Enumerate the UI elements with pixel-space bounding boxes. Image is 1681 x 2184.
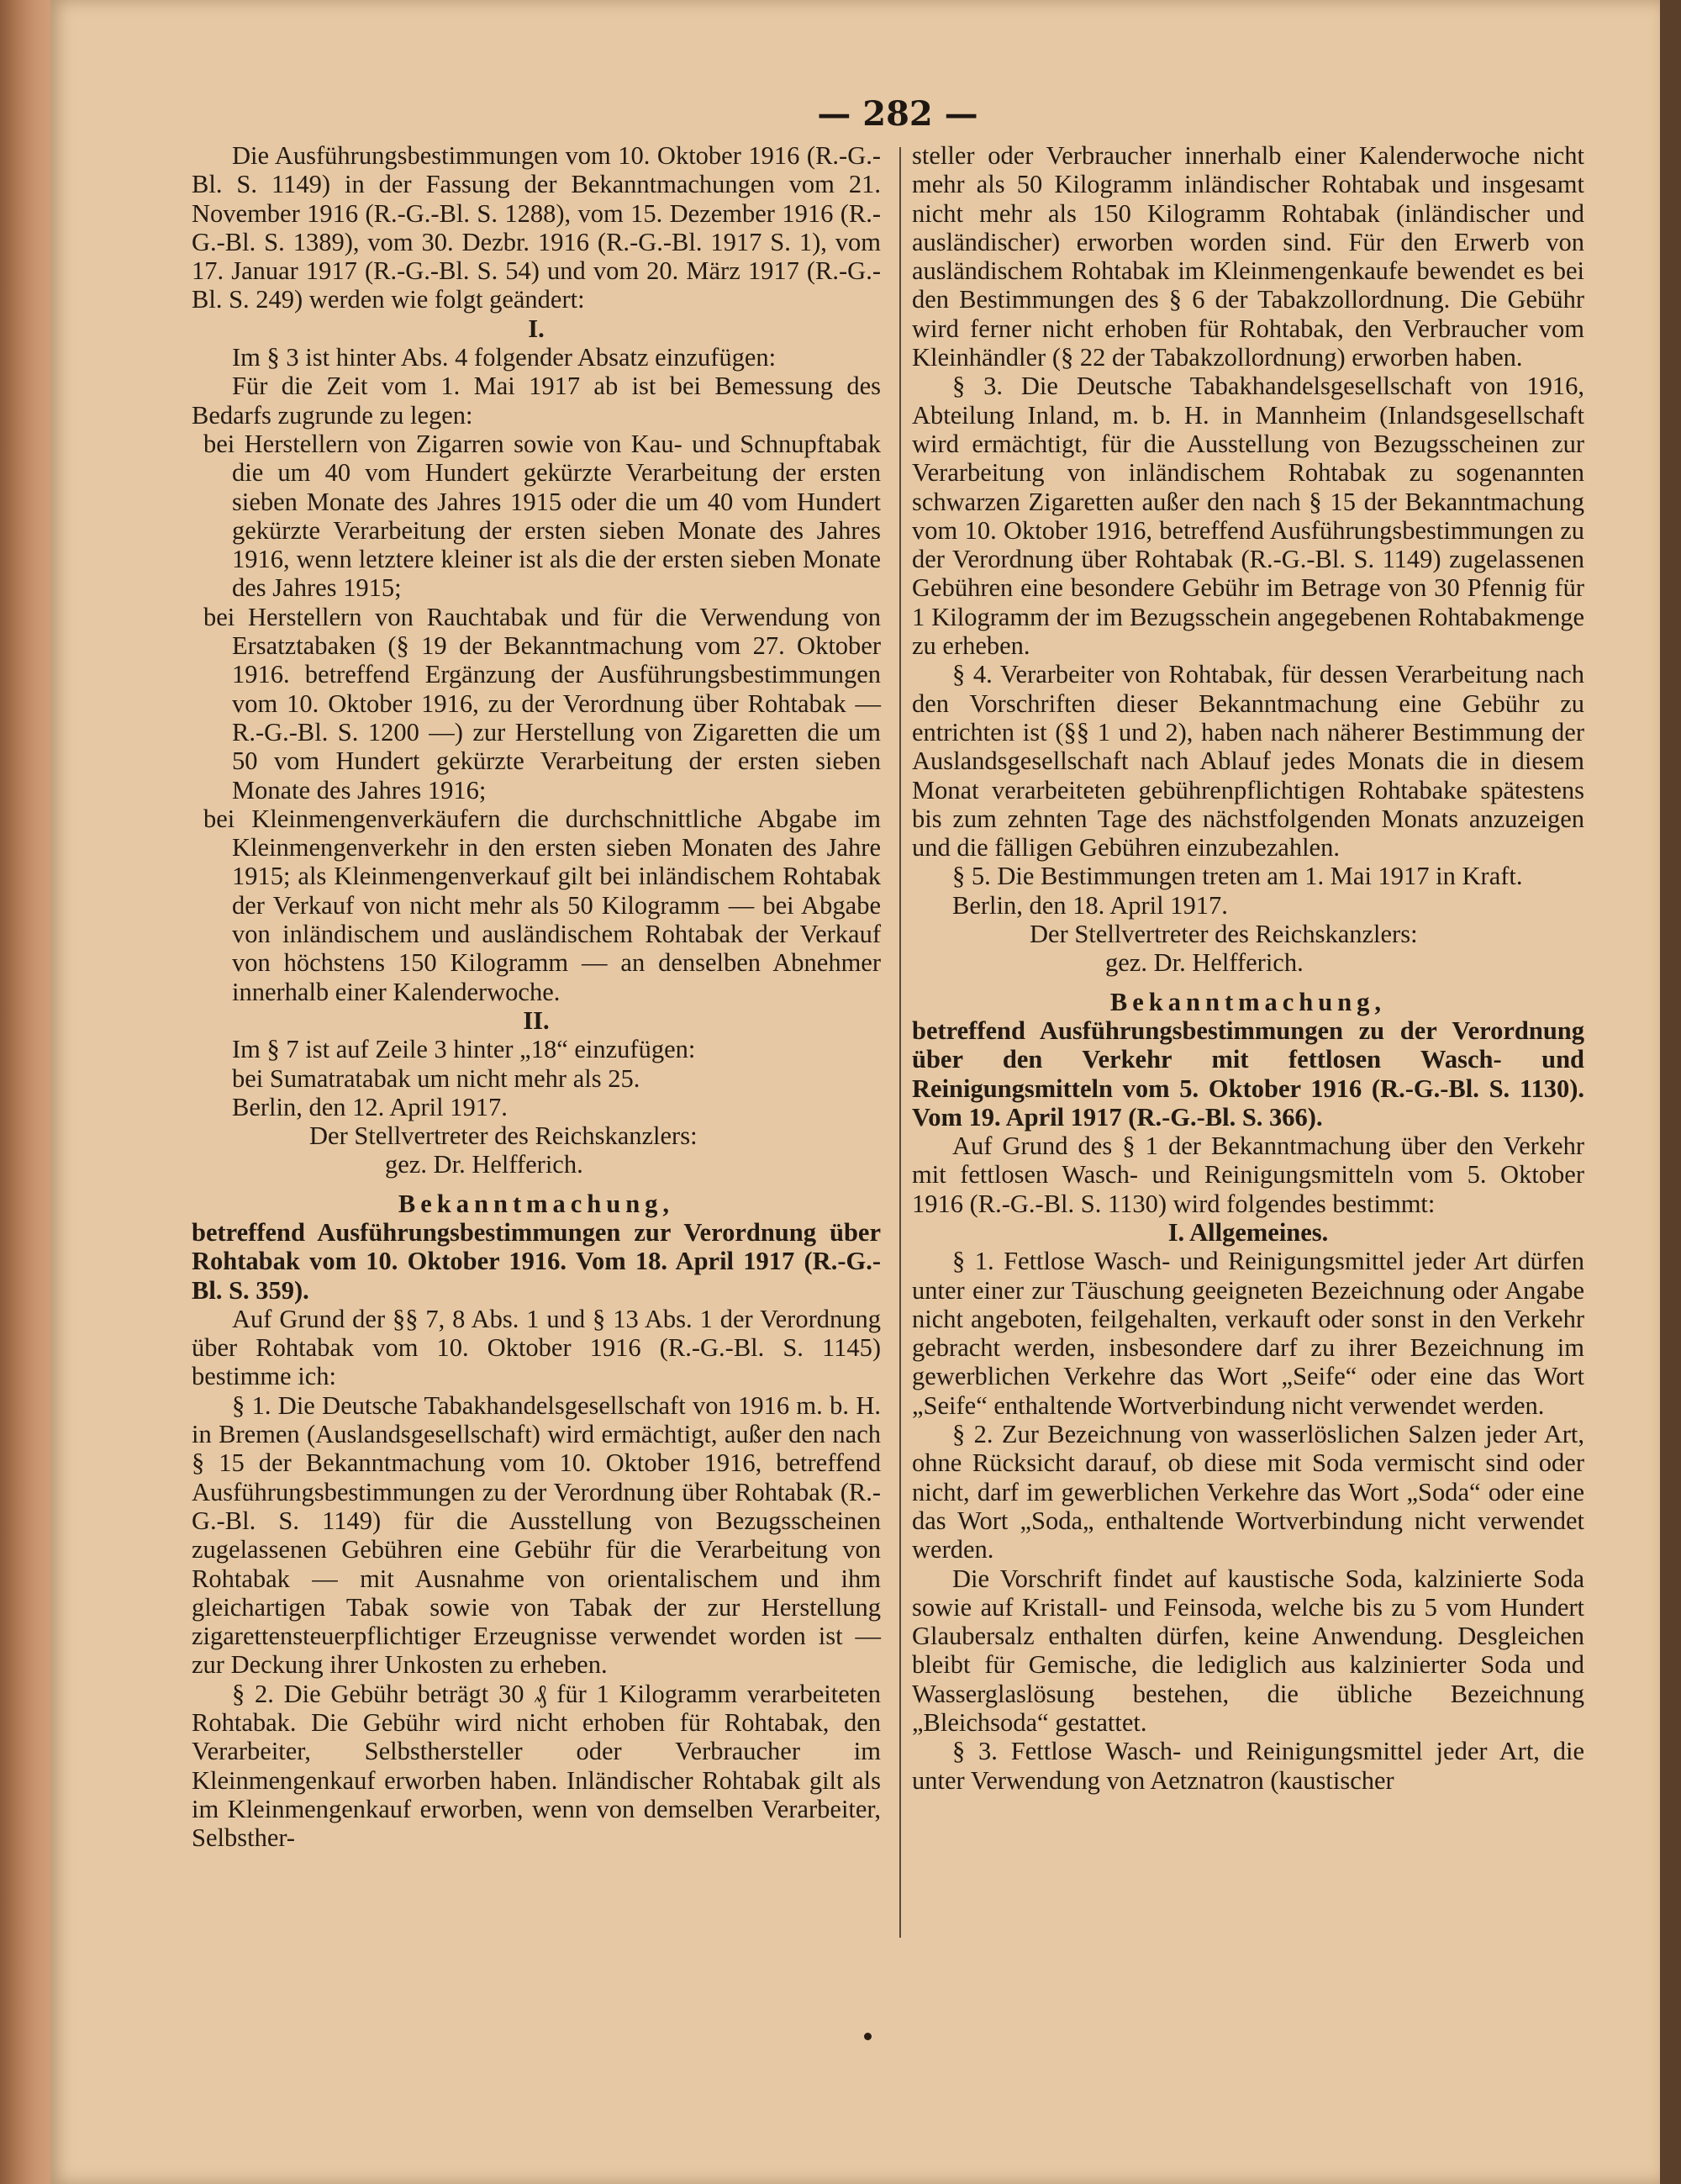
right-p8: Auf Grund des § 1 der Bekanntmachung über den Verkehr mit fettlosen Wasch- und Reinigungsmitteln vom 5. Oktober 1916 (R.-G.-Bl. S. 1130) wird folgendes bestimmt: bbox=[912, 1132, 1584, 1218]
right-heading: Bekanntmachung, bbox=[1109, 987, 1387, 1016]
section-roman-1: I. bbox=[528, 314, 545, 343]
left-signature-name: gez. Dr. Helfferich. bbox=[385, 1150, 583, 1179]
left-p3: Für die Zeit vom 1. Mai 1917 ab ist bei Bemessung des Bedarfs zugrunde zu legen: bbox=[192, 372, 881, 430]
left-p14: § 2. Die Gebühr beträgt 30 ₰ für 1 Kilogramm verarbeiteten Rohtabak. Die Gebühr wird nicht erhoben für Rohtabak, den Verarbeiter, Selbsthersteller oder Verbraucher im Kleinmengenkauf erworben haben. Inländischer Rohtabak gilt als im Kleinmengenkauf erworben, wenn von demselben Verarbeiter, Selbsther- bbox=[192, 1679, 881, 1853]
right-date: Berlin, den 18. April 1917. bbox=[952, 890, 1228, 920]
left-p4: bei Herstellern von Zigarren sowie von Kau- und Schnupftabak die um 40 vom Hundert gekürzte Verarbeitung der ersten sieben Monate des Jahres 1915 oder die um 40 vom Hundert gekürzte Verarbeitung der ersten sieben Monate des Jahres 1916, wenn letztere kleiner ist als die der ersten sieben Monate des Jahres 1915; bbox=[203, 429, 881, 603]
footer-dot bbox=[864, 2033, 872, 2040]
left-p8: bei Sumatratabak um nicht mehr als 25. bbox=[232, 1063, 640, 1093]
left-p7: Im § 7 ist auf Zeile 3 hinter „18“ einzufügen: bbox=[232, 1035, 696, 1064]
right-p10: § 2. Zur Bezeichnung von wasserlöslichen Salzen jeder Art, ohne Rücksicht darauf, ob diese mit Soda vermischt sind oder nicht, darf im gewerblichen Verkehre das Wort „Soda“ oder eine das Wort „Soda„ enthaltende Wortverbindung nicht verwendet werden. bbox=[912, 1420, 1584, 1564]
left-p12: Auf Grund der §§ 7, 8 Abs. 1 und § 13 Abs. 1 der Verordnung über Rohtabak vom 10. Oktober 1916 (R.-G.-Bl. S. 1145) bestimme ich: bbox=[192, 1304, 881, 1391]
left-heading: Bekanntmachung, bbox=[398, 1189, 675, 1218]
left-p2: Im § 3 ist hinter Abs. 4 folgender Absatz einzufügen: bbox=[232, 343, 777, 372]
right-p1: steller oder Verbraucher innerhalb einer Kalenderwoche nicht mehr als 50 Kilogramm inländischer Rohtabak und insgesamt nicht mehr als 150 Kilogramm Rohtabak (inländischer und ausländischer) erworben worden sind. Für den Erwerb von ausländischem Rohtabak im Kleinmengenkaufe bewendet es bei den Bestimmungen des § 6 der Tabakzollordnung. Die Gebühr wird ferner nicht erhoben für Rohtabak, den Verbraucher vom Kleinhändler (§ 22 der Tabakzollordnung) erworben haben. bbox=[912, 141, 1584, 372]
right-p2: § 3. Die Deutsche Tabakhandelsgesellschaft von 1916, Abteilung Inland, m. b. H. in Mannheim (Inlandsgesellschaft wird ermächtigt, für die Ausstellung von Bezugsscheinen zur Verarbeitung von inländischem Rohtabak zu sogenannten schwarzen Zigaretten außer den nach § 15 der Bekanntmachung vom 10. Oktober 1916, betreffend Ausführungsbestimmungen zu der Verordnung über Rohtabak (R.-G.-Bl. S. 1149) zugelassenen Gebühren eine besondere Gebühr im Betrage von 30 Pfennig für 1 Kilogramm der im Bezugsschein angegebenen Rohtabakmenge zu erheben. bbox=[912, 372, 1584, 661]
right-signature-name: gez. Dr. Helfferich. bbox=[1105, 948, 1304, 978]
left-signature-title: Der Stellvertreter des Reichskanzlers: bbox=[309, 1121, 698, 1151]
left-p13: § 1. Die Deutsche Tabakhandelsgesellschaft von 1916 m. b. H. in Bremen (Auslandsgesellschaft) wird ermächtigt, außer den nach § 15 der Bekanntmachung vom 10. Oktober 1916, betreffend Ausführungsbestimmungen zu der Verordnung über Rohtabak (R.-G.-Bl. S. 1149) für die Ausstellung von Bezugsscheinen zugelassenen Gebühren eine Gebühr für die Verarbeitung von Rohtabak — mit Ausnahme von orientalischem und ihm gleichartigen Tabak sowie von Tabak der zur Herstellung zigarettensteuerpflichtiger Erzeugnisse verwendet worden ist — zur Deckung ihrer Unkosten zu erheben. bbox=[192, 1390, 881, 1680]
left-p6: bei Kleinmengenverkäufern die durchschnittliche Abgabe im Kleinmengenverkehr in den ersten sieben Monaten des Jahre 1915; als Kleinmengenverkauf gilt bei inländischem Rohtabak der Verkauf von nicht mehr als 50 Kilogramm — bei Abgabe von inländischem und ausländischem Rohtabak der Verkauf von höchstens 150 Kilogramm — an denselben Abnehmer innerhalb einer Kalenderwoche. bbox=[203, 804, 881, 1006]
right-p11: Die Vorschrift findet auf kaustische Soda, kalzinierte Soda sowie auf Kristall- und Feinsoda, welche bis zu 5 vom Hundert Glaubersalz enthalten dürfen, keine Anwendung. Desgleichen bleibt für Gemische, die lediglich aus kalzinierter Soda und Wasserglaslösung bestehen, die übliche Bezeichnung „Bleichsoda“ gestattet. bbox=[912, 1564, 1584, 1738]
left-p5: bei Herstellern von Rauchtabak und für die Verwendung von Ersatztabaken (§ 19 der Bekanntmachung vom 27. Oktober 1916. betreffend Ergänzung der Ausführungsbestimmungen vom 10. Oktober 1916, zu der Verordnung über Rohtabak — R.-G.-Bl. S. 1200 —) zur Herstellung von Zigaretten die um 50 vom Hundert gekürzte Verarbeitung der ersten sieben Monate des Jahres 1916; bbox=[203, 602, 881, 804]
right-p12: § 3. Fettlose Wasch- und Reinigungsmittel jeder Art, die unter Verwendung von Aetznatron (kaustischer bbox=[912, 1737, 1584, 1795]
page-number: — 282 — bbox=[817, 94, 978, 134]
left-p1: Die Ausführungsbestimmungen vom 10. Oktober 1916 (R.-G.-Bl. S. 1149) in der Fassung der Bekanntmachungen vom 21. November 1916 (R.-G.-Bl. S. 1288), vom 15. Dezember 1916 (R.-G.-Bl. S. 1389), vom 30. Dezbr. 1916 (R.-G.-Bl. 1917 S. 1), vom 17. Januar 1917 (R.-G.-Bl. S. 54) und vom 20. März 1917 (R.-G.-Bl. S. 249) werden wie folgt geändert: bbox=[192, 141, 881, 314]
left-subheading: betreffend Ausführungsbestimmungen zur Verordnung über Rohtabak vom 10. Oktober 1916. Vom 18. April 1917 (R.-G.-Bl. S. 359). bbox=[192, 1217, 881, 1305]
right-section-title: I. Allgemeines. bbox=[1167, 1217, 1329, 1247]
right-p3: § 4. Verarbeiter von Rohtabak, für dessen Verarbeitung nach den Vorschriften dieser Bekanntmachung eine Gebühr zu entrichten ist (§§ 1 und 2), haben nach näherer Bestimmung der Auslandsgesellschaft nach Ablauf jedes Monats die in diesem Monat verarbeiteten gebührenpflichtigen Rohtabake spätestens bis zum zehnten Tage des nächstfolgenden Monats anzuzeigen und die fälligen Gebühren einzubezahlen. bbox=[912, 660, 1584, 863]
left-date: Berlin, den 12. April 1917. bbox=[232, 1092, 508, 1121]
right-signature-title: Der Stellvertreter des Reichskanzlers: bbox=[1030, 920, 1418, 949]
right-p9: § 1. Fettlose Wasch- und Reinigungsmittel jeder Art dürfen unter einer zur Täuschung geeigneten Bezeichnung oder Angabe nicht angeboten, feilgehalten, verkauft oder sonst in den Verkehr gebracht werden, insbesondere darf zu ihrer Bezeichnung im gewerblichen Verkehre das Wort „Seife“ oder eine das Wort „Seife“ enthaltende Wortverbindung nicht verwendet werden. bbox=[912, 1247, 1584, 1420]
right-subheading: betreffend Ausführungsbestimmungen zu der Verordnung über den Verkehr mit fettlosen Wasch- und Reinigungsmitteln vom 5. Oktober 1916 (R.-G.-Bl. S. 1130). Vom 19. April 1917 (R.-G.-Bl. S. 366). bbox=[912, 1016, 1584, 1132]
section-roman-2: II. bbox=[523, 1005, 550, 1035]
right-p4: § 5. Die Bestimmungen treten am 1. Mai 1917 in Kraft. bbox=[952, 862, 1523, 891]
left-column bbox=[192, 141, 881, 1853]
right-column bbox=[912, 141, 1584, 1795]
column-divider bbox=[899, 147, 901, 1938]
